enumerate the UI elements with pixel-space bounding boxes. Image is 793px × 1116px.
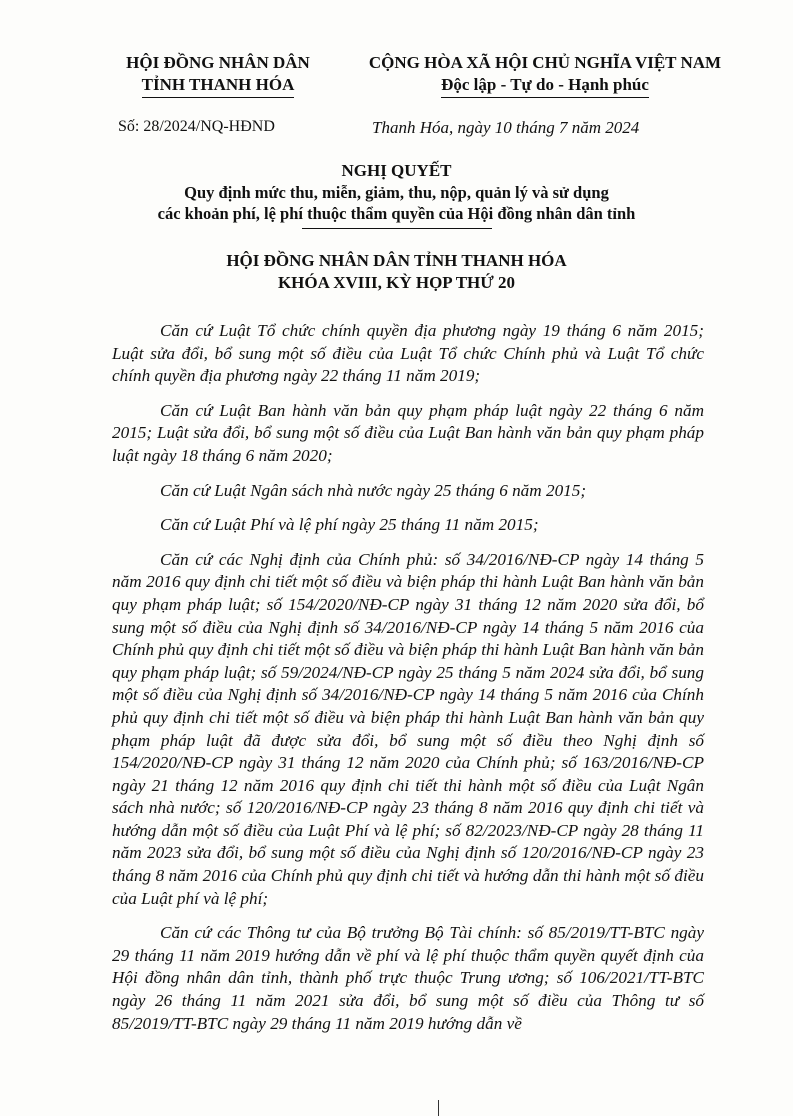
issuing-authority: [98, 52, 338, 98]
document-type: NGHỊ QUYẾT: [341, 161, 452, 180]
subject-line-2: các khoản phí, lệ phí thuộc thẩm quyền của Hội đồng nhân dân tỉnh: [157, 204, 636, 223]
legal-basis-paragraph: Căn cứ Luật Phí và lệ phí ngày 25 tháng 11 năm 2015;: [160, 515, 539, 535]
title-divider: [302, 228, 492, 229]
document-number: Số: 28/2024/NQ-HĐND: [118, 118, 275, 135]
document-body: [112, 320, 704, 1047]
legal-basis-paragraph: Căn cứ Luật Ban hành văn bản quy phạm pháp luật ngày 22 tháng 6 năm 2015; Luật sửa đổi, bổ sung một số điều của Luật Ban hành văn bản quy phạm pháp luật ngày 18 tháng 6 năm 2020;: [112, 400, 704, 465]
legal-basis-paragraph: Căn cứ các Nghị định của Chính phủ: số 34/2016/NĐ-CP ngày 14 tháng 5 năm 2016 quy định chi tiết một số điều và biện pháp thi hành Luật Ban hành văn bản quy phạm pháp luật; số 154/2020/NĐ-CP ngày 31 tháng 12 năm 2020 sửa đổi, bổ sung một số điều của Nghị định số 34/2016/NĐ-CP ngày 14 tháng 5 năm 2016 của Chính phủ quy định chi tiết một số điều và biện pháp thi hành Luật Ban hành văn bản quy phạm pháp luật; số 59/2024/NĐ-CP ngày 25 tháng 5 năm 2024 sửa đổi, bổ sung một số điều của Nghị định số 34/2016/NĐ-CP ngày 14 tháng 5 năm 2016 của Chính phủ quy định chi tiết một số điều và biện pháp thi hành Luật Ban hành văn bản quy phạm pháp luật đã được sửa đổi, bổ sung một số điều theo Nghị định số 154/2020/NĐ-CP ngày 31 tháng 12 năm 2020 của Chính phủ; số 163/2016/NĐ-CP ngày 21 tháng 12 năm 2016 quy định chi tiết thi hành một số điều của Luật Ngân sách nhà nước; số 120/2016/NĐ-CP ngày 23 tháng 8 năm 2016 quy định chi tiết và hướng dẫn một số điều của Luật Phí và lệ phí; số 82/2023/NĐ-CP ngày 28 tháng 11 năm 2023 sửa đổi, bổ sung một số điều của Nghị định số 120/2016/NĐ-CP ngày 23 tháng 8 năm 2016 của Chính phủ quy định chi tiết và hướng dẫn thi hành một số điều của Luật phí và lệ phí;: [112, 549, 704, 908]
subject-line-1: Quy định mức thu, miễn, giảm, thu, nộp, quản lý và sử dụng: [184, 183, 609, 202]
nation-motto: Độc lập - Tự do - Hạnh phúc: [441, 74, 649, 98]
national-motto: [330, 52, 760, 98]
council-session: KHÓA XVIII, KỲ HỌP THỨ 20: [277, 273, 516, 292]
document-title: [0, 160, 793, 229]
legal-basis-paragraph: Căn cứ Luật Ngân sách nhà nước ngày 25 tháng 6 năm 2015;: [160, 480, 587, 500]
authority-line-1: HỘI ĐỒNG NHÂN DÂN: [126, 53, 310, 72]
nation-name: CỘNG HÒA XÃ HỘI CHỦ NGHĨA VIỆT NAM: [368, 53, 722, 72]
council-heading: [0, 250, 793, 294]
legal-basis-paragraph: Căn cứ Luật Tổ chức chính quyền địa phương ngày 19 tháng 6 năm 2015; Luật sửa đổi, bổ sung một số điều của Luật Tổ chức Chính phủ và Luật Tổ chức chính quyền địa phương ngày 22 tháng 11 năm 2019;: [112, 321, 704, 386]
page-edge-mark: [438, 1100, 439, 1116]
council-name: HỘI ĐỒNG NHÂN DÂN TỈNH THANH HÓA: [226, 251, 567, 270]
place-and-date: Thanh Hóa, ngày 10 tháng 7 năm 2024: [372, 118, 640, 137]
legal-basis-paragraph: Căn cứ các Thông tư của Bộ trưởng Bộ Tài chính: số 85/2019/TT-BTC ngày 29 tháng 11 năm 2019 hướng dẫn về phí và lệ phí thuộc thẩm quyền quyết định của Hội đồng nhân dân tỉnh, thành phố trực thuộc Trung ương; số 106/2021/TT-BTC ngày 26 tháng 11 năm 2021 sửa đổi, bổ sung một số điều của Thông tư số 85/2019/TT-BTC ngày 29 tháng 11 năm 2019 hướng dẫn về: [112, 923, 704, 1033]
authority-line-2: TỈNH THANH HÓA: [142, 74, 295, 98]
